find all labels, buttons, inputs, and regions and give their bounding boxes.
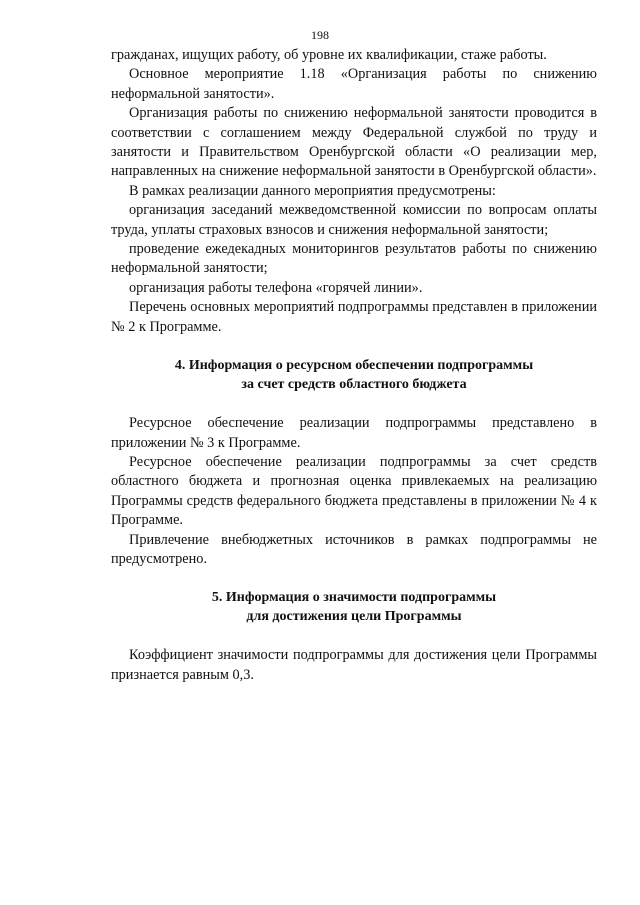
paragraph-significance-coefficient: Коэффициент значимости подпрограммы для достижения цели Программы признается равным 0,3. xyxy=(111,647,597,683)
page-number: 198 xyxy=(311,28,329,42)
paragraph-extrabudgetary: Привлечение внебюджетных источников в рамках подпрограммы не предусмотрено. xyxy=(111,531,597,567)
document-body xyxy=(111,46,597,685)
paragraph-organization: Организация работы по снижению неформальной занятости проводится в соответствии с соглашением между Федеральной службой по труду и занятости и Правительством Оренбургской области «О реализации мер, направленных на снижение неформальной занятости в Оренбургской области». xyxy=(111,105,597,180)
paragraph-continuation: гражданах, ищущих работу, об уровне их квалификации, стаже работы. xyxy=(111,47,547,63)
paragraph-provision-commission: организация заседаний межведомственной комиссии по вопросам оплаты труда, уплаты страховых взносов и снижения неформальной занятости; xyxy=(111,202,597,238)
section-5-heading xyxy=(111,588,597,626)
paragraph-resources-appendix3: Ресурсное обеспечение реализации подпрограммы представлено в приложении № 3 к Программе. xyxy=(111,415,597,451)
section-4-heading xyxy=(111,356,597,394)
section-4-title-line1: 4. Информация о ресурсном обеспечении подпрограммы xyxy=(174,358,534,374)
paragraph-provision-hotline: организация работы телефона «горячей линии». xyxy=(129,279,423,296)
paragraph-main-activity: Основное мероприятие 1.18 «Организация работы по снижению неформальной занятости». xyxy=(111,66,597,102)
paragraph-activities-list: Перечень основных мероприятий подпрограммы представлен в приложении № 2 к Программе. xyxy=(111,299,597,335)
paragraph-provision-monitoring: проведение ежедекадных мониторингов результатов работы по снижению неформальной занятости; xyxy=(111,241,597,277)
paragraph-provisions-intro: В рамках реализации данного мероприятия предусмотрены: xyxy=(129,182,496,199)
section-4-title-line2: за счет средств областного бюджета xyxy=(241,377,467,393)
section-5-title-line2: для достижения цели Программы xyxy=(246,609,462,625)
section-5-title-line1: 5. Информация о значимости подпрограммы xyxy=(211,590,497,606)
paragraph-resources-appendix4: Ресурсное обеспечение реализации подпрограммы за счет средств областного бюджета и прогнозная оценка привлекаемых на реализацию Программы средств федерального бюджета представлены в приложении № 4 к Программе. xyxy=(111,453,597,529)
